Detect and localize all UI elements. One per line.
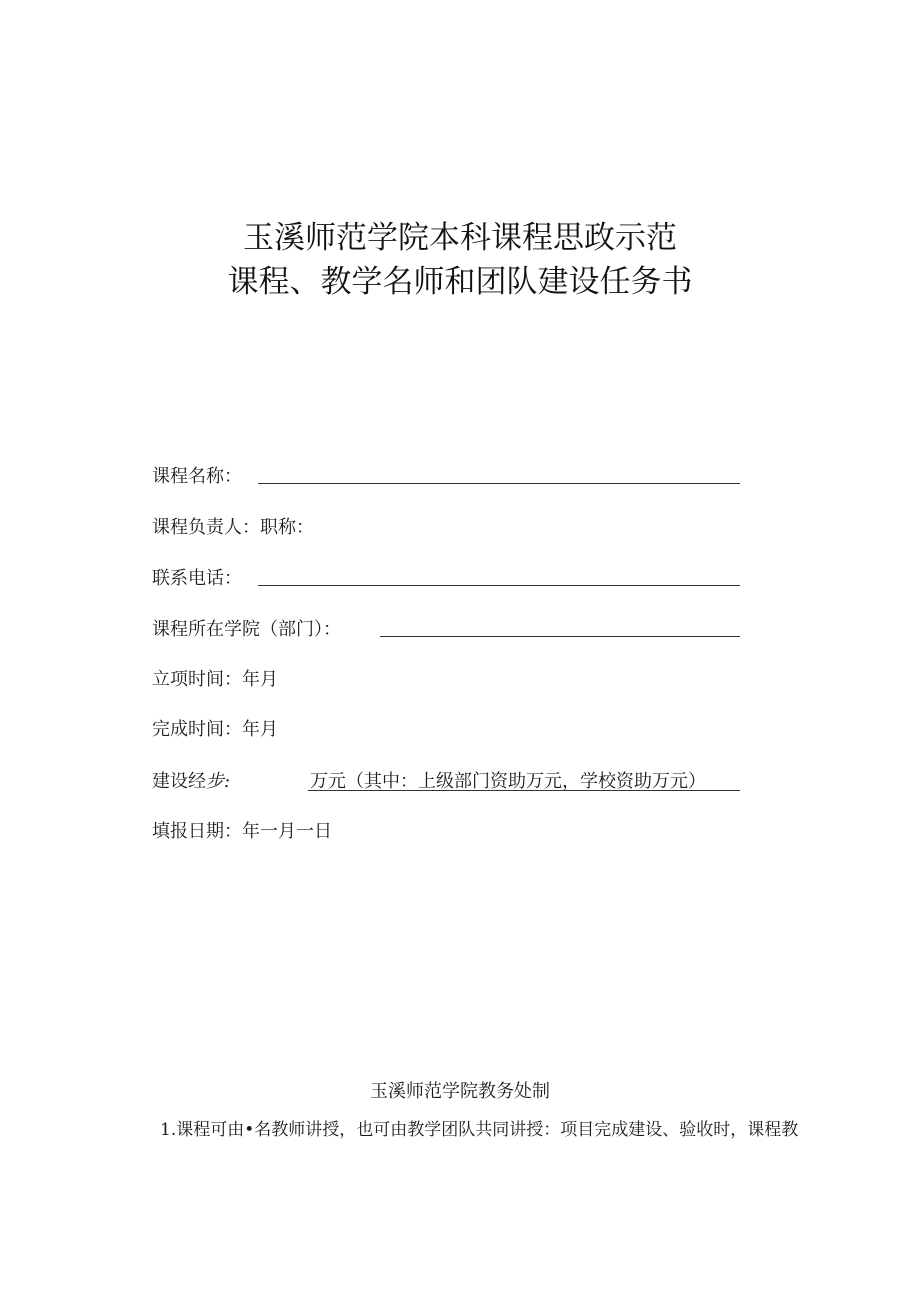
fill-date-label: 填报日期：年一月一日 [152,821,332,842]
department-row [152,616,341,644]
phone-underline [258,585,740,586]
course-name-row [152,463,242,491]
finish-time-label: 完成时间：年月 [152,719,278,740]
document-title-line-2: 课程、教学名师和团队建设任务书 [227,264,693,300]
funding-underline [308,790,740,791]
course-name-label: 课程名称： [152,466,242,487]
phone-label: 联系电话： [152,568,242,589]
department-label: 课程所在学院（部门）： [152,619,341,640]
finish-time-row [152,716,278,744]
funding-label: 建设经 [152,771,206,792]
start-time-label: 立项时间：年月 [152,669,278,690]
document-title-line-1: 玉溪师范学院本科课程思政示范 [243,220,677,256]
department-underline [380,636,740,637]
issuing-organization: 玉溪师范学院教务处制 [370,1081,550,1102]
phone-row [152,565,242,593]
start-time-row [152,666,278,694]
course-leader-label: 课程负责人：职称： [152,517,314,538]
instruction-note: 1.课程可由•名教师讲授，也可由教学团队共同讲授：项目完成建设、验收时，课程教 [160,1120,799,1140]
funding-row [152,768,230,796]
funding-value: 万元（其中：上级部门资助万元，学校资助万元） [310,771,706,792]
funding-label-suffix: 步: [206,771,231,792]
course-name-underline [258,483,740,484]
course-leader-row [152,514,314,542]
fill-date-row [152,818,332,846]
